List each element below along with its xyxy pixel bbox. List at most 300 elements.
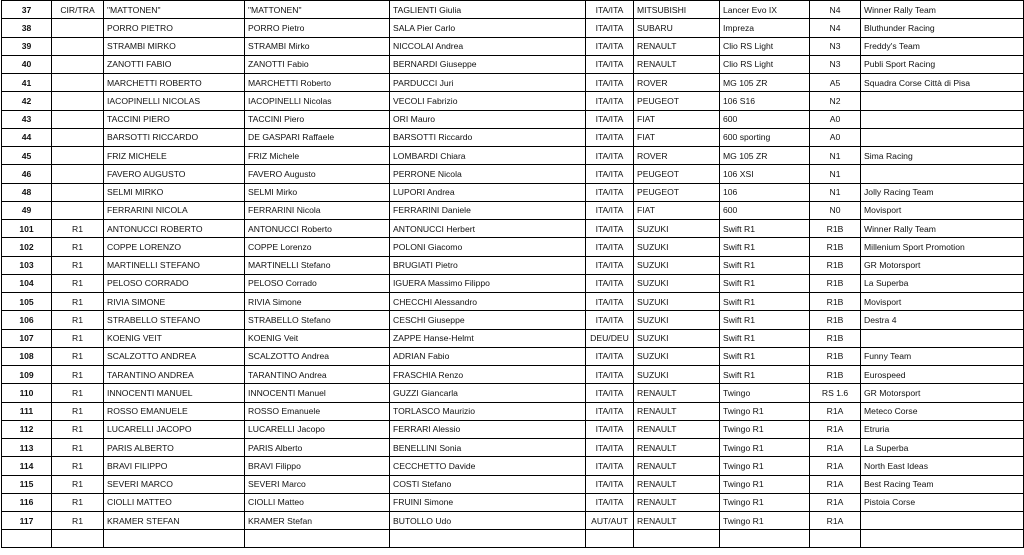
group-cell: N1 (810, 147, 861, 165)
driver-name-cell: MARCHETTI Roberto (245, 74, 390, 92)
team-cell: La Superba (861, 274, 1024, 292)
group-cell: R1A (810, 457, 861, 475)
table-row (2, 329, 1024, 347)
nationality-cell: ITA/ITA (586, 420, 634, 438)
class-cell (52, 19, 104, 37)
car-number-cell: 48 (2, 183, 52, 201)
make-cell: FIAT (634, 128, 720, 146)
class-cell (52, 128, 104, 146)
class-cell (52, 110, 104, 128)
driver-cell: CIOLLI MATTEO (104, 493, 245, 511)
car-number-cell: 115 (2, 475, 52, 493)
team-cell (861, 329, 1024, 347)
empty-cell (390, 530, 586, 548)
codriver-cell: GUZZI Giancarla (390, 384, 586, 402)
model-cell: 106 S16 (720, 92, 810, 110)
driver-cell: ANTONUCCI ROBERTO (104, 220, 245, 238)
codriver-cell: ORI Mauro (390, 110, 586, 128)
car-number-cell: 116 (2, 493, 52, 511)
nationality-cell: ITA/ITA (586, 493, 634, 511)
driver-name-cell: KRAMER Stefan (245, 512, 390, 530)
driver-name-cell: STRAMBI Mirko (245, 37, 390, 55)
model-cell: Impreza (720, 19, 810, 37)
car-number-cell: 107 (2, 329, 52, 347)
nationality-cell: ITA/ITA (586, 110, 634, 128)
driver-cell: SEVERI MARCO (104, 475, 245, 493)
model-cell: Swift R1 (720, 366, 810, 384)
driver-cell: PELOSO CORRADO (104, 274, 245, 292)
table-row (2, 147, 1024, 165)
driver-name-cell: ROSSO Emanuele (245, 402, 390, 420)
table-row (2, 74, 1024, 92)
car-number-cell: 114 (2, 457, 52, 475)
class-cell: R1 (52, 384, 104, 402)
codriver-cell: FRUINI Simone (390, 493, 586, 511)
driver-cell: INNOCENTI MANUEL (104, 384, 245, 402)
car-number-cell: 44 (2, 128, 52, 146)
empty-cell (586, 530, 634, 548)
driver-name-cell: LUCARELLI Jacopo (245, 420, 390, 438)
model-cell: Lancer Evo IX (720, 1, 810, 19)
nationality-cell: ITA/ITA (586, 165, 634, 183)
codriver-cell: VECOLI Fabrizio (390, 92, 586, 110)
codriver-cell: ADRIAN Fabio (390, 347, 586, 365)
driver-cell: RIVIA SIMONE (104, 293, 245, 311)
nationality-cell: DEU/DEU (586, 329, 634, 347)
group-cell: R1B (810, 238, 861, 256)
car-number-cell: 110 (2, 384, 52, 402)
driver-cell: IACOPINELLI NICOLAS (104, 92, 245, 110)
car-number-cell: 42 (2, 92, 52, 110)
nationality-cell: ITA/ITA (586, 92, 634, 110)
nationality-cell: ITA/ITA (586, 147, 634, 165)
nationality-cell: ITA/ITA (586, 238, 634, 256)
table-row (2, 238, 1024, 256)
codriver-cell: LUPORI Andrea (390, 183, 586, 201)
codriver-cell: FERRARINI Daniele (390, 201, 586, 219)
model-cell: Twingo R1 (720, 402, 810, 420)
nationality-cell: ITA/ITA (586, 274, 634, 292)
table-row (2, 183, 1024, 201)
codriver-cell: COSTI Stefano (390, 475, 586, 493)
empty-cell (52, 530, 104, 548)
team-cell (861, 512, 1024, 530)
make-cell: RENAULT (634, 384, 720, 402)
nationality-cell: ITA/ITA (586, 183, 634, 201)
driver-cell: STRAMBI MIRKO (104, 37, 245, 55)
table-row (2, 37, 1024, 55)
make-cell: FIAT (634, 201, 720, 219)
class-cell: R1 (52, 274, 104, 292)
model-cell: 600 (720, 201, 810, 219)
nationality-cell: ITA/ITA (586, 201, 634, 219)
car-number-cell: 117 (2, 512, 52, 530)
driver-cell: PORRO PIETRO (104, 19, 245, 37)
make-cell: PEUGEOT (634, 183, 720, 201)
empty-cell (720, 530, 810, 548)
model-cell: Twingo R1 (720, 457, 810, 475)
nationality-cell: ITA/ITA (586, 347, 634, 365)
make-cell: PEUGEOT (634, 92, 720, 110)
driver-cell: "MATTONEN" (104, 1, 245, 19)
nationality-cell: ITA/ITA (586, 457, 634, 475)
nationality-cell: ITA/ITA (586, 1, 634, 19)
make-cell: FIAT (634, 110, 720, 128)
group-cell: R1A (810, 402, 861, 420)
group-cell: A0 (810, 128, 861, 146)
empty-cell (810, 530, 861, 548)
team-cell (861, 110, 1024, 128)
codriver-cell: NICCOLAI Andrea (390, 37, 586, 55)
model-cell: 106 XSI (720, 165, 810, 183)
group-cell: N4 (810, 1, 861, 19)
make-cell: ROVER (634, 74, 720, 92)
make-cell: RENAULT (634, 420, 720, 438)
table-row (2, 274, 1024, 292)
team-cell: La Superba (861, 439, 1024, 457)
make-cell: SUZUKI (634, 347, 720, 365)
driver-name-cell: STRABELLO Stefano (245, 311, 390, 329)
class-cell: R1 (52, 256, 104, 274)
model-cell: MG 105 ZR (720, 74, 810, 92)
driver-name-cell: TARANTINO Andrea (245, 366, 390, 384)
class-cell (52, 55, 104, 73)
group-cell: R1A (810, 512, 861, 530)
table-row (2, 128, 1024, 146)
codriver-cell: BARSOTTI Riccardo (390, 128, 586, 146)
class-cell: R1 (52, 220, 104, 238)
table-row (2, 19, 1024, 37)
car-number-cell: 102 (2, 238, 52, 256)
car-number-cell: 111 (2, 402, 52, 420)
driver-name-cell: MARTINELLI Stefano (245, 256, 390, 274)
team-cell: Meteco Corse (861, 402, 1024, 420)
group-cell: R1B (810, 366, 861, 384)
car-number-cell: 38 (2, 19, 52, 37)
driver-cell: TACCINI PIERO (104, 110, 245, 128)
nationality-cell: ITA/ITA (586, 439, 634, 457)
driver-name-cell: BRAVI Filippo (245, 457, 390, 475)
group-cell: R1A (810, 439, 861, 457)
make-cell: RENAULT (634, 402, 720, 420)
driver-cell: BARSOTTI RICCARDO (104, 128, 245, 146)
car-number-cell: 45 (2, 147, 52, 165)
car-number-cell: 101 (2, 220, 52, 238)
group-cell: N3 (810, 55, 861, 73)
driver-cell: ZANOTTI FABIO (104, 55, 245, 73)
table-row (2, 457, 1024, 475)
driver-cell: ROSSO EMANUELE (104, 402, 245, 420)
table-row (2, 384, 1024, 402)
group-cell: A0 (810, 110, 861, 128)
car-number-cell: 46 (2, 165, 52, 183)
table-row (2, 1, 1024, 19)
model-cell: Twingo R1 (720, 493, 810, 511)
codriver-cell: CHECCHI Alessandro (390, 293, 586, 311)
model-cell: Clio RS Light (720, 37, 810, 55)
group-cell: R1B (810, 347, 861, 365)
table-row (2, 366, 1024, 384)
model-cell: 600 (720, 110, 810, 128)
driver-cell: COPPE LORENZO (104, 238, 245, 256)
driver-cell: TARANTINO ANDREA (104, 366, 245, 384)
class-cell (52, 165, 104, 183)
driver-cell: LUCARELLI JACOPO (104, 420, 245, 438)
driver-name-cell: SCALZOTTO Andrea (245, 347, 390, 365)
driver-name-cell: SEVERI Marco (245, 475, 390, 493)
car-number-cell: 103 (2, 256, 52, 274)
team-cell: Millenium Sport Promotion (861, 238, 1024, 256)
team-cell: Squadra Corse Città di Pisa (861, 74, 1024, 92)
driver-name-cell: FAVERO Augusto (245, 165, 390, 183)
entry-list-table (1, 0, 1024, 548)
codriver-cell: CESCHI Giuseppe (390, 311, 586, 329)
model-cell: Twingo R1 (720, 475, 810, 493)
make-cell: SUBARU (634, 19, 720, 37)
driver-name-cell: PELOSO Corrado (245, 274, 390, 292)
make-cell: SUZUKI (634, 256, 720, 274)
class-cell: R1 (52, 238, 104, 256)
driver-cell: SCALZOTTO ANDREA (104, 347, 245, 365)
table-row (2, 110, 1024, 128)
team-cell: Freddy's Team (861, 37, 1024, 55)
codriver-cell: CECCHETTO Davide (390, 457, 586, 475)
team-cell: Sima Racing (861, 147, 1024, 165)
team-cell (861, 128, 1024, 146)
model-cell: Twingo R1 (720, 420, 810, 438)
codriver-cell: BUTOLLO Udo (390, 512, 586, 530)
table-row (2, 347, 1024, 365)
model-cell: Swift R1 (720, 311, 810, 329)
codriver-cell: TAGLIENTI Giulia (390, 1, 586, 19)
group-cell: R1A (810, 493, 861, 511)
driver-cell: MARTINELLI STEFANO (104, 256, 245, 274)
team-cell: Jolly Racing Team (861, 183, 1024, 201)
driver-cell: FERRARINI NICOLA (104, 201, 245, 219)
driver-name-cell: PORRO Pietro (245, 19, 390, 37)
car-number-cell: 41 (2, 74, 52, 92)
class-cell (52, 74, 104, 92)
codriver-cell: ZAPPE Hanse-Helmt (390, 329, 586, 347)
class-cell (52, 147, 104, 165)
table-row (2, 475, 1024, 493)
team-cell: GR Motorsport (861, 256, 1024, 274)
model-cell: MG 105 ZR (720, 147, 810, 165)
driver-name-cell: KOENIG Veit (245, 329, 390, 347)
team-cell: Movisport (861, 293, 1024, 311)
group-cell: RS 1.6 (810, 384, 861, 402)
class-cell (52, 37, 104, 55)
driver-name-cell: FERRARINI Nicola (245, 201, 390, 219)
class-cell: R1 (52, 402, 104, 420)
driver-name-cell: IACOPINELLI Nicolas (245, 92, 390, 110)
group-cell: R1B (810, 220, 861, 238)
model-cell: Twingo (720, 384, 810, 402)
class-cell: R1 (52, 347, 104, 365)
table-row (2, 165, 1024, 183)
codriver-cell: POLONI Giacomo (390, 238, 586, 256)
group-cell: R1B (810, 329, 861, 347)
class-cell (52, 92, 104, 110)
model-cell: Twingo R1 (720, 512, 810, 530)
team-cell: Best Racing Team (861, 475, 1024, 493)
driver-name-cell: DE GASPARI Raffaele (245, 128, 390, 146)
table-row (2, 311, 1024, 329)
driver-name-cell: COPPE Lorenzo (245, 238, 390, 256)
make-cell: SUZUKI (634, 238, 720, 256)
nationality-cell: ITA/ITA (586, 74, 634, 92)
driver-name-cell: FRIZ Michele (245, 147, 390, 165)
make-cell: SUZUKI (634, 293, 720, 311)
codriver-cell: PERRONE Nicola (390, 165, 586, 183)
driver-name-cell: RIVIA Simone (245, 293, 390, 311)
nationality-cell: ITA/ITA (586, 55, 634, 73)
group-cell: R1B (810, 311, 861, 329)
car-number-cell: 108 (2, 347, 52, 365)
make-cell: SUZUKI (634, 274, 720, 292)
class-cell (52, 201, 104, 219)
codriver-cell: BRUGIATI Pietro (390, 256, 586, 274)
codriver-cell: BENELLINI Sonia (390, 439, 586, 457)
make-cell: SUZUKI (634, 366, 720, 384)
nationality-cell: ITA/ITA (586, 256, 634, 274)
driver-name-cell: ANTONUCCI Roberto (245, 220, 390, 238)
codriver-cell: IGUERA Massimo Filippo (390, 274, 586, 292)
codriver-cell: ANTONUCCI Herbert (390, 220, 586, 238)
nationality-cell: ITA/ITA (586, 293, 634, 311)
codriver-cell: BERNARDI Giuseppe (390, 55, 586, 73)
codriver-cell: PARDUCCI Juri (390, 74, 586, 92)
driver-cell: BRAVI FILIPPO (104, 457, 245, 475)
make-cell: RENAULT (634, 55, 720, 73)
nationality-cell: ITA/ITA (586, 220, 634, 238)
team-cell: Pistoia Corse (861, 493, 1024, 511)
group-cell: R1A (810, 475, 861, 493)
driver-cell: MARCHETTI ROBERTO (104, 74, 245, 92)
class-cell: R1 (52, 366, 104, 384)
group-cell: N4 (810, 19, 861, 37)
table-row (2, 293, 1024, 311)
driver-cell: PARIS ALBERTO (104, 439, 245, 457)
model-cell: 106 (720, 183, 810, 201)
nationality-cell: ITA/ITA (586, 402, 634, 420)
class-cell: R1 (52, 420, 104, 438)
model-cell: Swift R1 (720, 220, 810, 238)
team-cell: Bluthunder Racing (861, 19, 1024, 37)
car-number-cell: 109 (2, 366, 52, 384)
group-cell: R1B (810, 274, 861, 292)
codriver-cell: TORLASCO Maurizio (390, 402, 586, 420)
class-cell: R1 (52, 493, 104, 511)
driver-name-cell: INNOCENTI Manuel (245, 384, 390, 402)
class-cell: CIR/TRA (52, 1, 104, 19)
make-cell: MITSUBISHI (634, 1, 720, 19)
team-cell: Etruria (861, 420, 1024, 438)
empty-cell (104, 530, 245, 548)
model-cell: Swift R1 (720, 238, 810, 256)
table-row (2, 201, 1024, 219)
team-cell: Destra 4 (861, 311, 1024, 329)
car-number-cell: 105 (2, 293, 52, 311)
team-cell: Winner Rally Team (861, 220, 1024, 238)
class-cell: R1 (52, 311, 104, 329)
class-cell: R1 (52, 439, 104, 457)
table-row (2, 256, 1024, 274)
team-cell: Winner Rally Team (861, 1, 1024, 19)
make-cell: RENAULT (634, 512, 720, 530)
make-cell: SUZUKI (634, 311, 720, 329)
make-cell: RENAULT (634, 475, 720, 493)
group-cell: N2 (810, 92, 861, 110)
group-cell: R1B (810, 256, 861, 274)
nationality-cell: ITA/ITA (586, 475, 634, 493)
model-cell: Swift R1 (720, 274, 810, 292)
driver-name-cell: PARIS Alberto (245, 439, 390, 457)
model-cell: Swift R1 (720, 329, 810, 347)
model-cell: Swift R1 (720, 256, 810, 274)
model-cell: Swift R1 (720, 347, 810, 365)
driver-cell: FAVERO AUGUSTO (104, 165, 245, 183)
group-cell: N1 (810, 165, 861, 183)
team-cell: Publi Sport Racing (861, 55, 1024, 73)
nationality-cell: ITA/ITA (586, 128, 634, 146)
team-cell: Eurospeed (861, 366, 1024, 384)
empty-cell (634, 530, 720, 548)
table-row (2, 55, 1024, 73)
make-cell: SUZUKI (634, 329, 720, 347)
class-cell: R1 (52, 329, 104, 347)
driver-name-cell: SELMI Mirko (245, 183, 390, 201)
driver-cell: KRAMER STEFAN (104, 512, 245, 530)
car-number-cell: 112 (2, 420, 52, 438)
nationality-cell: ITA/ITA (586, 311, 634, 329)
driver-name-cell: TACCINI Piero (245, 110, 390, 128)
team-cell: GR Motorsport (861, 384, 1024, 402)
make-cell: SUZUKI (634, 220, 720, 238)
group-cell: N1 (810, 183, 861, 201)
nationality-cell: ITA/ITA (586, 384, 634, 402)
table-row (2, 512, 1024, 530)
model-cell: Twingo R1 (720, 439, 810, 457)
make-cell: RENAULT (634, 457, 720, 475)
table-row (2, 493, 1024, 511)
empty-cell (245, 530, 390, 548)
codriver-cell: SALA Pier Carlo (390, 19, 586, 37)
car-number-cell: 43 (2, 110, 52, 128)
car-number-cell: 104 (2, 274, 52, 292)
car-number-cell: 39 (2, 37, 52, 55)
empty-table-row (2, 530, 1024, 548)
team-cell: Movisport (861, 201, 1024, 219)
make-cell: ROVER (634, 147, 720, 165)
make-cell: RENAULT (634, 37, 720, 55)
team-cell (861, 165, 1024, 183)
model-cell: Clio RS Light (720, 55, 810, 73)
nationality-cell: ITA/ITA (586, 366, 634, 384)
make-cell: RENAULT (634, 493, 720, 511)
class-cell: R1 (52, 293, 104, 311)
table-row (2, 402, 1024, 420)
table-row (2, 220, 1024, 238)
car-number-cell: 40 (2, 55, 52, 73)
make-cell: RENAULT (634, 439, 720, 457)
table-row (2, 420, 1024, 438)
nationality-cell: ITA/ITA (586, 19, 634, 37)
group-cell: N0 (810, 201, 861, 219)
team-cell (861, 92, 1024, 110)
model-cell: 600 sporting (720, 128, 810, 146)
car-number-cell: 49 (2, 201, 52, 219)
